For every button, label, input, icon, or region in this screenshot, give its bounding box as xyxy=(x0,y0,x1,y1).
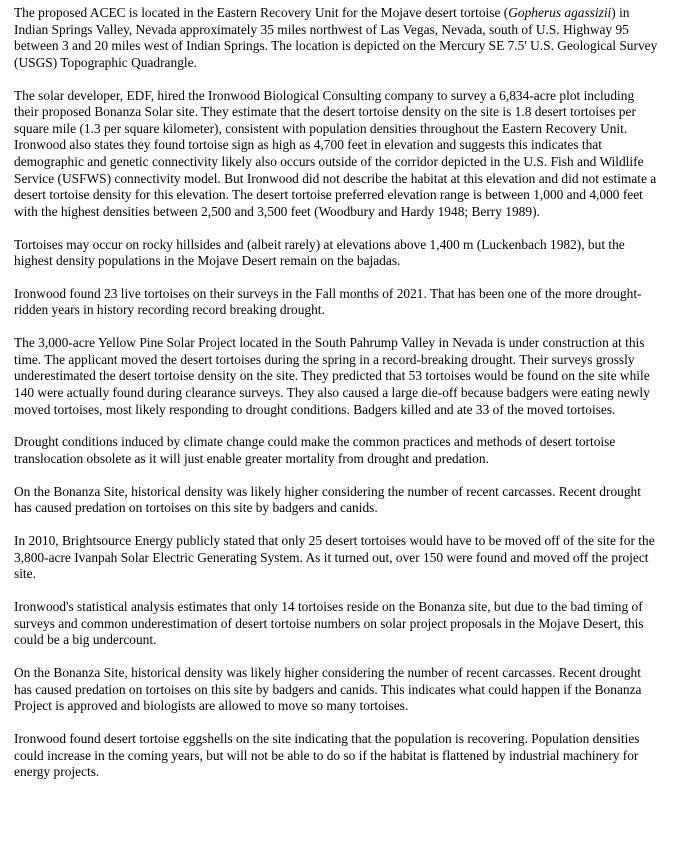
paragraph-rocky-hillsides: Tortoises may occur on rocky hillsides and (albeit rarely) at elevations above 1,400 m (Luckenbach 1982), but the highest density populations in the Mojave Desert remain on the bajadas. xyxy=(14,236,625,269)
paragraph-yellow-pine: The 3,000-acre Yellow Pine Solar Project located in the South Pahrump Valley in Nevada is under construction at this time. The applicant moved the desert tortoises during the spring in a record-breaking drought. Their surveys grossly underestimated the desert tortoise density on the site. They predicted that 53 tortoises would be found on the site while 140 were actually found during clearance surveys. They also caused a large die-off because badgers were eating newly moved tortoises, most likely responding to drought conditions. Badgers killed and ate 33 of the moved tortoises. xyxy=(14,335,650,417)
paragraph-location-text-end: ) in Indian Springs Valley, Nevada approximately 35 miles northwest of Las Vegas, Nevada, south of U.S. Highway 95 between 3 and 20 miles west of Indian Springs. The location is depicted on the Mercury SE 7.5' U.S. Geological Survey (USGS) Topographic Quadrangle. xyxy=(14,5,658,70)
paragraph-drought-conditions: Drought conditions induced by climate change could make the common practices and methods of desert tortoise translocation obsolete as it will just enable greater mortality from drought and predation. xyxy=(14,434,616,466)
paragraph-location-text-start: The proposed ACEC is located in the Eastern Recovery Unit for the Mojave desert tortoise ( xyxy=(14,5,509,20)
species-scientific-name: Gopherus agassizii xyxy=(508,5,612,20)
paragraph-survey-density: The solar developer, EDF, hired the Ironwood Biological Consulting company to survey a 6,834-acre plot including their proposed Bonanza Solar site. They estimate that the desert tortoise density on the site is 1.8 desert tortoises per square mile (1.3 per square kilometer), consistent with population densities throughout the Eastern Recovery Unit. Ironwood also states they found tortoise sign as high as 4,700 feet in elevation and suggests this indicates that demographic and genetic connectivity likely also occurs outside of the corridor depicted in the U.S. Fish and Wildlife Service (USFWS) connectivity model. But Ironwood did not describe the habitat at this elevation and did not estimate a desert tortoise density for this elevation. The desert tortoise preferred elevation range is between 1,000 and 4,000 feet with the highest densities between 2,500 and 3,500 feet (Woodbury and Hardy 1948; Berry 1989). xyxy=(14,87,657,219)
paragraph-location xyxy=(14,5,662,71)
paragraph-eggshells: Ironwood found desert tortoise eggshells on the site indicating that the population is recovering. Population densities could increase in the coming years, but will not be able to do so if the habitat is flattened by industrial machinery for energy projects. xyxy=(14,731,640,780)
paragraph-bonanza-predation: On the Bonanza Site, historical density was likely higher considering the number of recent carcasses. Recent drought has caused predation on tortoises on this site by badgers and canids. This indicates what could happen if the Bonanza Project is approved and biologists are allowed to move so many tortoises. xyxy=(14,665,642,714)
paragraph-statistical-analysis: Ironwood's statistical analysis estimates that only 14 tortoises reside on the Bonanza site, but due to the bad timing of surveys and common underestimation of desert tortoise numbers on solar project proposals in the Mojave Desert, this could be a big undercount. xyxy=(14,599,644,648)
paragraph-bonanza-density: On the Bonanza Site, historical density was likely higher considering the number of recent carcasses. Recent drought has caused predation on tortoises on this site by badgers and canids. xyxy=(14,483,641,516)
document-body xyxy=(14,5,662,781)
paragraph-live-tortoises: Ironwood found 23 live tortoises on their surveys in the Fall months of 2021. That has been one of the more drought-ridden years in history recording record breaking drought. xyxy=(14,285,642,318)
paragraph-ivanpah: In 2010, Brightsource Energy publicly stated that only 25 desert tortoises would have to be moved off of the site for the 3,800-acre Ivanpah Solar Electric Generating System. As it turned out, over 150 were found and moved off the project site. xyxy=(14,533,655,582)
